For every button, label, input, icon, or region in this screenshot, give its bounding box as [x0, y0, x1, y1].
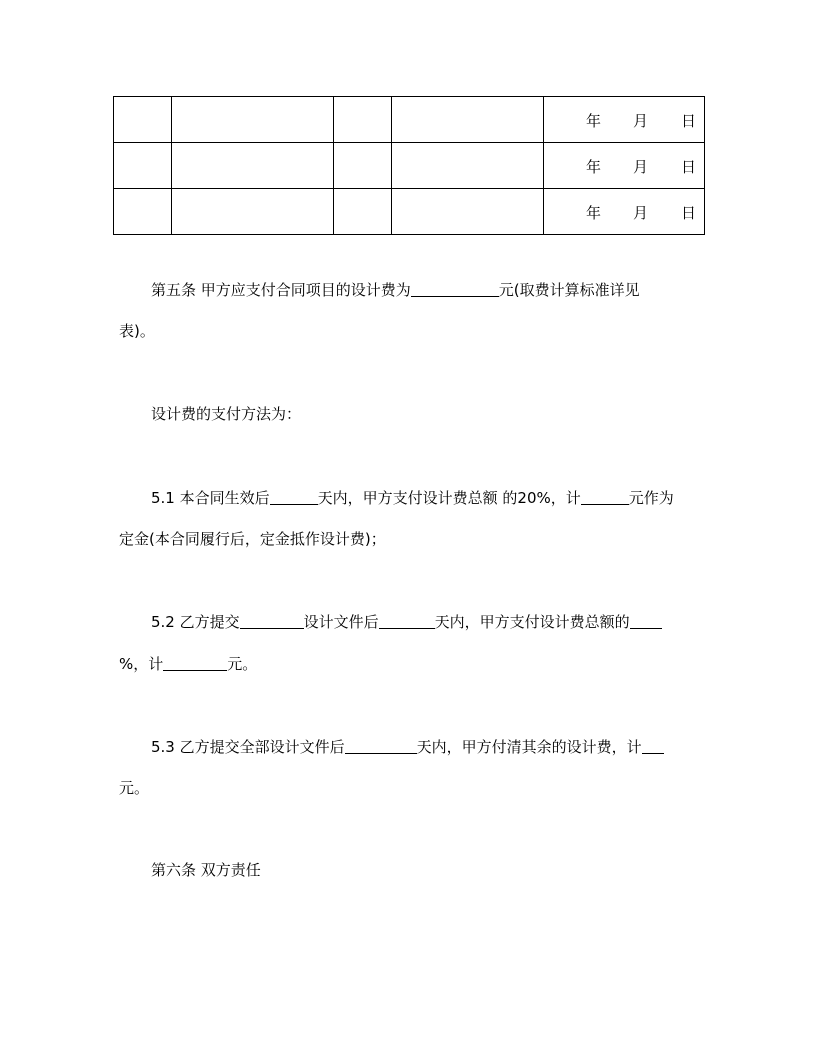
table-row — [114, 189, 705, 235]
day-label: 日 — [681, 204, 697, 222]
table-row — [114, 143, 705, 189]
date-cell — [544, 97, 705, 143]
article-5-line-2: 表)。 — [119, 322, 155, 340]
clause-5-2-line-1: 5.2 乙方提交 设计文件后 天内，甲方支付设计费总额的 — [119, 612, 736, 632]
clause-5-1-line-2: 定金(本合同履行后，定金抵作设计费)； — [119, 530, 386, 548]
table-cell — [114, 189, 172, 235]
table-cell — [172, 189, 334, 235]
fill-blank[interactable] — [345, 737, 417, 754]
article-6-heading: 第六条 双方责任 — [151, 861, 261, 879]
year-label: 年 — [586, 204, 602, 222]
table-cell — [172, 97, 334, 143]
fill-blank[interactable] — [581, 488, 629, 505]
clause-5-3-line-2: 元。 — [119, 779, 150, 797]
year-label: 年 — [586, 112, 602, 130]
table-cell — [392, 143, 544, 189]
day-label: 日 — [681, 112, 697, 130]
table-cell — [114, 97, 172, 143]
fill-blank[interactable] — [240, 612, 304, 629]
fill-blank[interactable] — [411, 280, 499, 297]
table-cell — [334, 97, 392, 143]
month-label: 月 — [633, 112, 649, 130]
fill-blank[interactable] — [379, 612, 435, 629]
clause-5-1-line-1: 5.1 本合同生效后 天内，甲方支付设计费总额 的20%，计 元作为 — [151, 489, 674, 507]
day-label: 日 — [681, 158, 697, 176]
table-row — [114, 97, 705, 143]
table-cell — [334, 189, 392, 235]
fill-blank[interactable] — [163, 654, 227, 671]
fill-blank[interactable] — [642, 737, 664, 754]
year-label: 年 — [586, 158, 602, 176]
clause-5-3-line-1: 5.3 乙方提交全部设计文件后 天内，甲方付清其余的设计费，计 — [119, 737, 736, 757]
schedule-table — [113, 96, 705, 235]
table-cell — [392, 189, 544, 235]
table-cell — [334, 143, 392, 189]
clause-5-2-line-2: %，计 元。 — [119, 655, 258, 673]
month-label: 月 — [633, 158, 649, 176]
date-cell — [544, 189, 705, 235]
table-cell — [172, 143, 334, 189]
fill-blank[interactable] — [630, 612, 662, 629]
payment-method-heading: 设计费的支付方法为： — [151, 405, 302, 423]
date-cell — [544, 143, 705, 189]
article-5-line-1: 第五条 甲方应支付合同项目的设计费为 元(取费计算标准详见 — [151, 281, 640, 299]
table-cell — [114, 143, 172, 189]
fill-blank[interactable] — [270, 488, 318, 505]
table-cell — [392, 97, 544, 143]
month-label: 月 — [633, 204, 649, 222]
